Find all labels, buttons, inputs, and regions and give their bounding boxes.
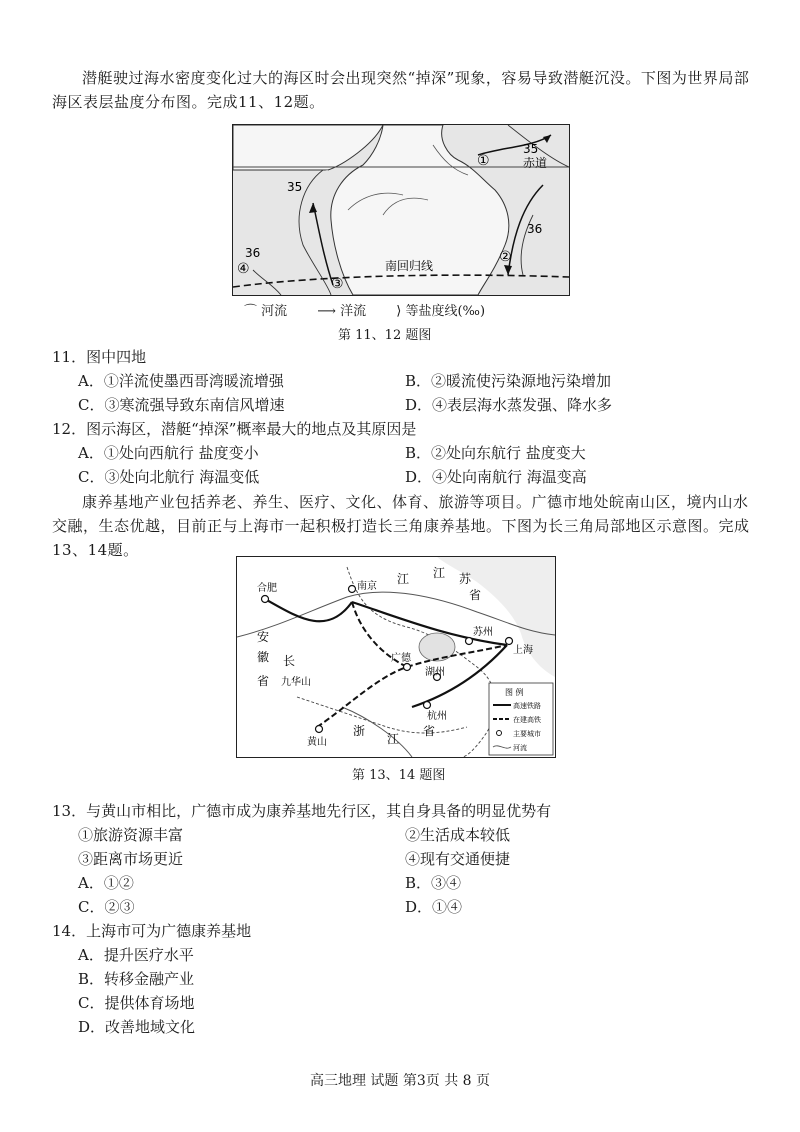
current-legend-symbol: ⟶ (317, 304, 341, 319)
page-footer: 高三地理 试题 第3页 共 8 页 (309, 1073, 491, 1089)
tropic-of-capricorn-label: 南回归线 (385, 259, 434, 273)
q13-option-a[interactable]: A．①② (78, 874, 134, 892)
anhui-label-3: 省 (257, 674, 270, 688)
isohaline-35-right-label: 35 (523, 142, 539, 156)
zhejiang-label-2: 江 (387, 732, 400, 746)
legend-main-city: 主要城市 (513, 730, 541, 738)
q11-option-b[interactable]: B．②暖流使污染源地污染增加 (405, 372, 612, 390)
q13-option-b[interactable]: B．③④ (405, 874, 462, 892)
q14-option-b[interactable]: B．转移金融产业 (78, 970, 195, 988)
isohaline-35-left-label: 35 (287, 180, 303, 194)
hangzhou-city-marker (424, 702, 431, 709)
huangshan-label: 黄山 (307, 737, 327, 748)
chang-label: 长 (283, 654, 296, 668)
figure-2-caption: 第 13、14 题图 (352, 768, 446, 783)
anhui-label-1: 安 (257, 630, 270, 644)
q11-option-d[interactable]: D．④表层海水蒸发强、降水多 (405, 396, 613, 414)
salinity-map (233, 125, 569, 295)
zhejiang-label-1: 浙 (353, 724, 366, 738)
figure-1-caption: 第 11、12 题图 (338, 328, 432, 343)
nanjing-label: 南京 (357, 581, 377, 592)
yangtze-delta-map-figure (236, 556, 556, 758)
hefei-city-marker (262, 596, 269, 603)
q12-option-d[interactable]: D．④处向南航行 海温变高 (405, 468, 587, 486)
q13-statement-3: ③距离市场更近 (78, 850, 184, 868)
equator-label: 赤道 (523, 156, 548, 170)
legend-river: 河流 (513, 744, 527, 752)
isohaline-36-left-label: 36 (245, 246, 261, 260)
q13-option-d[interactable]: D．①④ (405, 898, 463, 916)
river-legend-symbol: ⌒ (244, 304, 262, 319)
suzhou-label: 苏州 (473, 627, 493, 638)
q13-statement-4: ④现有交通便捷 (405, 850, 511, 868)
legend-title: 图 例 (505, 688, 524, 697)
question-14-stem: 14．上海市可为广德康养基地 (52, 922, 252, 940)
legend-highspeed-rail: 高速铁路 (513, 702, 541, 710)
point-1-label: ① (477, 153, 490, 169)
isohaline-legend-symbol: ⟩ (396, 304, 406, 319)
question-13-stem: 13．与黄山市相比，广德市成为康养基地先行区，其自身具备的明显优势有 (52, 802, 552, 820)
jiangsu-label-3: 省 (469, 588, 482, 602)
shanghai-label: 上海 (513, 645, 533, 656)
q14-option-c[interactable]: C．提供体育场地 (78, 994, 195, 1012)
suzhou-city-marker (466, 638, 473, 645)
hangzhou-label: 杭州 (427, 711, 447, 722)
question-12-stem: 12．图示海区，潜艇“掉深”概率最大的地点及其原因是 (52, 420, 417, 438)
huzhou-label: 湖州 (425, 667, 445, 678)
current-legend-label: 洋流 (340, 304, 367, 319)
salinity-map-legend (244, 300, 485, 319)
jiangsu-label-1: 江 (433, 566, 446, 580)
q13-statement-1: ①旅游资源丰富 (78, 826, 184, 844)
q12-option-b[interactable]: B．②处向东航行 盐度变大 (405, 444, 586, 462)
q11-option-c[interactable]: C．③寒流强导致东南信风增速 (78, 396, 285, 414)
jiang-label: 江 (397, 572, 410, 586)
legend-building-rail: 在建高铁 (513, 716, 541, 724)
yangtze-delta-map (237, 557, 555, 757)
q14-option-a[interactable]: A．提升医疗水平 (78, 946, 194, 964)
guangde-city-marker (404, 664, 411, 671)
intro-paragraph-1: 潜艇驶过海水密度变化过大的海区时会出现突然“掉深”现象，容易导致潜艇沉没。下图为世界局部海区表层盐度分布图。完成11、12题。 (52, 69, 750, 111)
zhejiang-label-3: 省 (423, 724, 436, 738)
jiuhuashan-label: 九华山 (281, 677, 311, 688)
anhui-label-2: 徽 (257, 650, 270, 664)
intro-paragraph-2: 康养基地产业包括养老、养生、医疗、文化、体育、旅游等项目。广德市地处皖南山区，境内山水交融，生态优越，目前正与上海市一起积极打造长三角康养基地。下图为长三角局部地区示意图。完成13、14题。 (52, 493, 750, 559)
nanjing-city-marker (349, 586, 356, 593)
huangshan-city-marker (316, 726, 323, 733)
point-4-label: ④ (237, 261, 250, 277)
salinity-map-figure (232, 124, 570, 296)
guangde-label: 广德 (391, 653, 411, 664)
isohaline-legend-label: 等盐度线(‰) (405, 304, 486, 319)
jiangsu-label-2: 苏 (459, 572, 472, 586)
hefei-label: 合肥 (257, 583, 277, 594)
river-legend-label: 河流 (261, 304, 288, 319)
q12-option-a[interactable]: A．①处向西航行 盐度变小 (78, 444, 259, 462)
shanghai-city-marker (506, 638, 513, 645)
q13-statement-2: ②生活成本较低 (405, 826, 511, 844)
q13-option-c[interactable]: C．②③ (78, 898, 135, 916)
question-11-stem: 11．图中四地 (52, 348, 147, 366)
q12-option-c[interactable]: C．③处向北航行 海温变低 (78, 468, 260, 486)
q14-option-d[interactable]: D．改善地域文化 (78, 1018, 196, 1036)
q11-option-a[interactable]: A．①洋流使墨西哥湾暖流增强 (78, 372, 284, 390)
point-3-label: ③ (331, 276, 344, 292)
point-2-label: ② (499, 249, 512, 265)
isohaline-36-right-label: 36 (527, 222, 543, 236)
